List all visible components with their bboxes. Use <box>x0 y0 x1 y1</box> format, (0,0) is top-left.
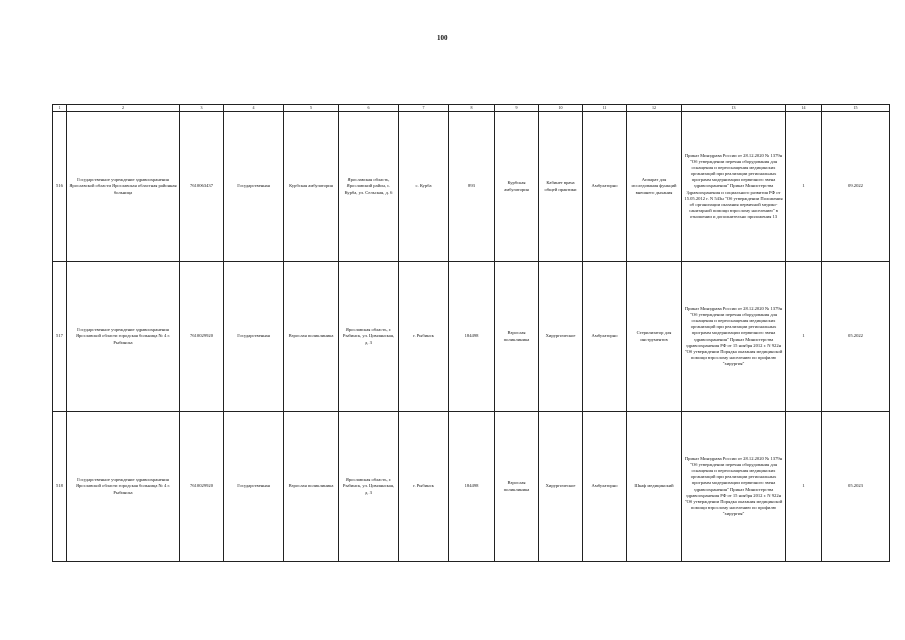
unit-kind: Взрослая поликлиника <box>495 412 539 562</box>
column-number: 13 <box>682 105 786 112</box>
quantity: 1 <box>786 262 822 412</box>
column-number: 1 <box>53 105 67 112</box>
unit-kind: Взрослая поликлиника <box>495 262 539 412</box>
care-type: Амбулаторно <box>583 112 627 262</box>
delivery-date: 05.2022 <box>822 262 890 412</box>
unit-name: Взрослая поликлиника <box>284 412 339 562</box>
legal-basis: Приказ Минздрава России от 28.12.2020 № 1379н "Об утверждении перечня оборудования для оснащения и переоснащения медицинских организаций при реализации региональных программ модернизации первичного звена здравоохранения" Приказ Министерства Здравоохранения и социального развития РФ от 15.05.2012 г. N 543н "Об утверждении Положения об организации оказания первичной медико-санитарной помощи взрослому населению" в отношении и дополнительно приложения 13 <box>682 112 786 262</box>
row-number: 518 <box>53 412 67 562</box>
legal-basis: Приказ Минздрава России от 28.12.2020 № 1379н "Об утверждении перечня оборудования для оснащения и переоснащения медицинских организаций при реализации региональных программ модернизации первичного звена здравоохранения" Приказ Министерства здравоохранения РФ от 15 ноября 2012 г. N 922н "Об утверждении Порядка оказания медицинской помощи взрослому населению по профилю "хирургия" <box>682 412 786 562</box>
column-number: 2 <box>67 105 180 112</box>
column-number-row <box>53 105 890 112</box>
row-number: 516 <box>53 112 67 262</box>
quantity: 1 <box>786 412 822 562</box>
column-number: 15 <box>822 105 890 112</box>
unit-kind: Курбская амбулатория <box>495 112 539 262</box>
row-number: 517 <box>53 262 67 412</box>
inn: 7610029920 <box>180 262 224 412</box>
column-number: 12 <box>627 105 682 112</box>
ownership-form: Государственная <box>224 412 284 562</box>
population: 893 <box>449 112 495 262</box>
delivery-date: 09.2022 <box>822 112 890 262</box>
equipment-name: Аппарат для исследования функций внешнего дыхания <box>627 112 682 262</box>
equipment-name: Стерилизатор для инструментов <box>627 262 682 412</box>
column-number: 5 <box>284 105 339 112</box>
care-type: Амбулаторно <box>583 412 627 562</box>
ownership-form: Государственная <box>224 262 284 412</box>
care-type: Амбулаторно <box>583 262 627 412</box>
locality: с. Курба <box>399 112 449 262</box>
profile: Хирургическое <box>539 412 583 562</box>
profile: Хирургическое <box>539 262 583 412</box>
column-number: 11 <box>583 105 627 112</box>
table-row <box>53 112 890 262</box>
column-number: 9 <box>495 105 539 112</box>
population: 184498 <box>449 412 495 562</box>
column-number: 4 <box>224 105 284 112</box>
locality: г. Рыбинск <box>399 412 449 562</box>
population: 184498 <box>449 262 495 412</box>
locality: г. Рыбинск <box>399 262 449 412</box>
page-number: 100 <box>437 34 448 42</box>
column-number: 6 <box>339 105 399 112</box>
equipment-register-table <box>52 104 890 562</box>
column-number: 7 <box>399 105 449 112</box>
unit-name: Взрослая поликлиника <box>284 262 339 412</box>
table-row <box>53 262 890 412</box>
unit-name: Курбская амбулатория <box>284 112 339 262</box>
organization-name: Государственное учреждение здравоохранения Ярославской области Ярославская областная районная больница <box>67 112 180 262</box>
ownership-form: Государственная <box>224 112 284 262</box>
equipment-name: Шкаф медицинский <box>627 412 682 562</box>
quantity: 1 <box>786 112 822 262</box>
delivery-date: 05.2023 <box>822 412 890 562</box>
address: Ярославская область, Ярославский район, с. Курба, ул. Сельская, д. 6 <box>339 112 399 262</box>
profile: Кабинет врача общей практики <box>539 112 583 262</box>
column-number: 8 <box>449 105 495 112</box>
address: Ярославская область, г. Рыбинск, ул. Цимлянская, д. 3 <box>339 412 399 562</box>
organization-name: Государственное учреждение здравоохранения Ярославской области городская больница № 4 г. Рыбинска <box>67 262 180 412</box>
organization-name: Государственное учреждение здравоохранения Ярославской области городская больница № 4 г. Рыбинска <box>67 412 180 562</box>
column-number: 3 <box>180 105 224 112</box>
table-row <box>53 412 890 562</box>
column-number: 10 <box>539 105 583 112</box>
inn: 7610029920 <box>180 412 224 562</box>
inn: 7610063437 <box>180 112 224 262</box>
column-number: 14 <box>786 105 822 112</box>
legal-basis: Приказ Минздрава России от 28.12.2020 № 1379н "Об утверждении перечня оборудования для оснащения и переоснащения медицинских организаций при реализации региональных программ модернизации первичного звена здравоохранения" Приказ Министерства здравоохранения РФ от 15 ноября 2012 г. N 922н "Об утверждении Порядка оказания медицинской помощи взрослому населению по профилю "хирургия" <box>682 262 786 412</box>
address: Ярославская область, г. Рыбинск, ул. Цимлянская, д. 3 <box>339 262 399 412</box>
